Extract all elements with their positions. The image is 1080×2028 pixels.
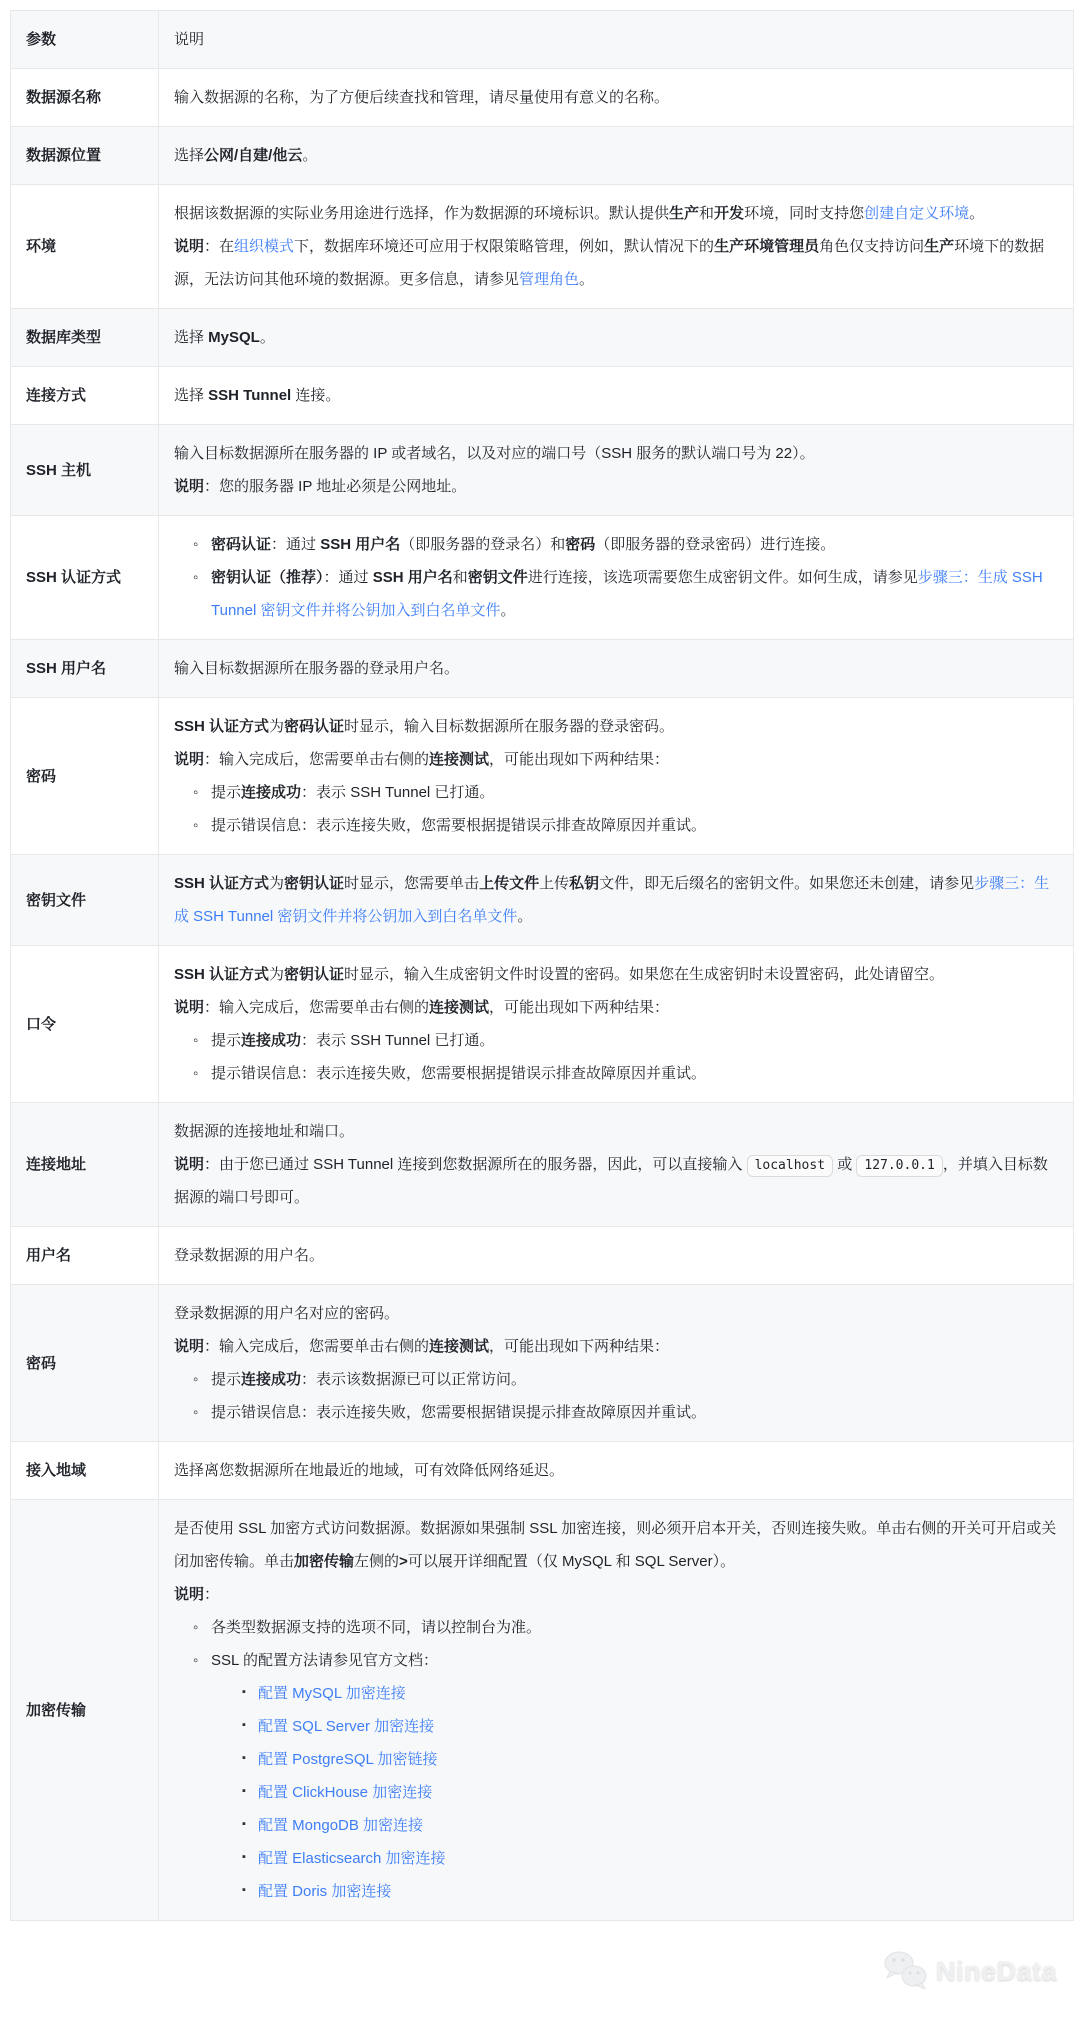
bold-text: 密码 (565, 536, 596, 553)
text-run: （即服务器的登录密码）进行连接。 (595, 536, 836, 553)
text-run: 环境下的数据源，无法访问其他环境的数据源。更多信息，请参见 (174, 238, 1045, 288)
desc-paragraph (174, 81, 1058, 114)
doc-link[interactable]: 配置 PostgreSQL 加密链接 (258, 1751, 438, 1768)
watermark-text: NineData (936, 1955, 1058, 1986)
code-pill: 127.0.0.1 (856, 1155, 942, 1177)
desc-paragraph (174, 1115, 1058, 1148)
table-row (11, 1285, 1074, 1442)
bold-text: SSH 用户名 (320, 536, 401, 553)
param-cell: 密码 (11, 1285, 159, 1442)
table-row (11, 1227, 1074, 1285)
param-cell: 用户名 (11, 1227, 159, 1285)
list-item (244, 1875, 1058, 1908)
param-cell: 加密传输 (11, 1500, 159, 1921)
list-item (191, 528, 1058, 561)
doc-link[interactable]: 配置 Elasticsearch 加密连接 (258, 1850, 446, 1867)
bullet-list (191, 1024, 1058, 1090)
text-run: 选择 (174, 147, 205, 164)
bold-text: 私钥 (569, 875, 600, 892)
table-row (11, 425, 1074, 516)
desc-paragraph (174, 1239, 1058, 1272)
text-run: 输入数据源的名称，为了方便后续查找和管理，请尽量使用有意义的名称。 (174, 89, 670, 106)
list-item (244, 1842, 1058, 1875)
desc-cell (159, 698, 1074, 855)
table-row (11, 855, 1074, 946)
bold-text: > (399, 1553, 408, 1570)
text-run: 输入目标数据源所在服务器的 IP 或者域名，以及对应的端口号（SSH 服务的默认端口号为 22）。 (174, 445, 815, 462)
text-run: 各类型数据源支持的选项不同，请以控制台为准。 (211, 1619, 542, 1636)
text-run: ：表示 SSH Tunnel 已打通。 (301, 1032, 495, 1049)
table-row (11, 946, 1074, 1103)
text-run: ：由于您已通过 SSH Tunnel 连接到您数据源所在的服务器，因此，可以直接输入 (204, 1156, 747, 1173)
table-row (11, 1103, 1074, 1227)
text-run: 选择 (174, 329, 209, 346)
param-cell: SSH 认证方式 (11, 516, 159, 640)
param-cell: SSH 主机 (11, 425, 159, 516)
doc-link[interactable]: 创建自定义环境 (864, 205, 970, 222)
bullet-list (191, 776, 1058, 842)
table-row (11, 698, 1074, 855)
desc-cell (159, 516, 1074, 640)
bold-text: 连接测试 (429, 1338, 490, 1355)
desc-paragraph (174, 867, 1058, 933)
text-run: 可以展开详细配置（仅 MySQL 和 SQL Server）。 (407, 1553, 736, 1570)
text-run: 角色仅支持访问 (819, 238, 925, 255)
bold-text: 说明 (174, 1586, 205, 1603)
bold-text: 加密传输 (294, 1553, 355, 1570)
doc-link[interactable]: 配置 MongoDB 加密连接 (258, 1817, 424, 1834)
bold-text: SSH 认证方式 (174, 718, 270, 735)
desc-paragraph (174, 1454, 1058, 1487)
table-header (11, 11, 1074, 69)
param-cell: 数据源名称 (11, 69, 159, 127)
text-run: 时显示，输入目标数据源所在服务器的登录密码。 (344, 718, 675, 735)
bold-text: 密钥认证（推荐） (211, 569, 324, 586)
table-row (11, 1442, 1074, 1500)
desc-paragraph (174, 379, 1058, 412)
parameters-table (10, 10, 1074, 1921)
text-run: 输入目标数据源所在服务器的登录用户名。 (174, 660, 460, 677)
desc-paragraph (174, 197, 1058, 230)
text-run: ：通过 (271, 536, 321, 553)
desc-paragraph (174, 958, 1058, 991)
text-run: ：输入完成后，您需要单击右侧的 (204, 999, 430, 1016)
text-run: 时显示，输入生成密钥文件时设置的密码。如果您在生成密钥时未设置密码，此处请留空。 (344, 966, 945, 983)
desc-cell (159, 127, 1074, 185)
text-run: 选择 (174, 387, 209, 404)
bold-text: 公网/自建/他云 (204, 147, 303, 164)
bold-text: 说明 (174, 751, 205, 768)
param-cell: 接入地域 (11, 1442, 159, 1500)
text-run: 。 (579, 271, 595, 288)
text-run: 。 (969, 205, 985, 222)
bold-text: 密码认证 (284, 718, 345, 735)
doc-link[interactable]: 配置 Doris 加密连接 (258, 1883, 392, 1900)
text-run: 提示 (211, 784, 242, 801)
desc-paragraph (174, 139, 1058, 172)
table-row (11, 367, 1074, 425)
desc-paragraph (174, 652, 1058, 685)
list-item (191, 1024, 1058, 1057)
list-item (244, 1677, 1058, 1710)
text-run: ：表示 SSH Tunnel 已打通。 (301, 784, 495, 801)
text-run: 和 (452, 569, 468, 586)
text-run: SSL 的配置方法请参见官方文档： (211, 1652, 438, 1669)
table-row (11, 309, 1074, 367)
text-run: 。 (302, 147, 318, 164)
text-run: 进行连接，该选项需要您生成密钥文件。如何生成，请参见 (527, 569, 918, 586)
table-row (11, 1500, 1074, 1921)
text-run: 环境，同时支持您 (744, 205, 865, 222)
text-run: 选择离您数据源所在地最近的地域，可有效降低网络延迟。 (174, 1462, 565, 1479)
bold-text: 上传文件 (479, 875, 540, 892)
desc-paragraph (174, 1330, 1058, 1363)
table-row (11, 69, 1074, 127)
desc-cell (159, 1227, 1074, 1285)
desc-paragraph (174, 1297, 1058, 1330)
bold-text: SSH Tunnel (208, 387, 292, 404)
desc-cell (159, 1442, 1074, 1500)
column-header-param: 参数 (11, 11, 159, 69)
param-table-body (11, 69, 1074, 1921)
desc-cell (159, 1500, 1074, 1921)
list-item (191, 1644, 1058, 1908)
text-run: （即服务器的登录名）和 (400, 536, 566, 553)
desc-paragraph (174, 437, 1058, 470)
text-run: 提示 (211, 1371, 242, 1388)
text-run: ，可能出现如下两种结果： (489, 751, 670, 768)
param-cell: 数据源位置 (11, 127, 159, 185)
text-run: 。 (517, 908, 533, 925)
bold-text: 密码认证 (211, 536, 272, 553)
desc-cell (159, 1103, 1074, 1227)
table-row (11, 640, 1074, 698)
doc-link[interactable]: 步骤三：生成 SSH Tunnel 密钥文件并将公钥加入到白名单文件 (174, 875, 1050, 925)
text-run: 为 (269, 875, 285, 892)
text-run: 是否使用 SSL 加密方式访问数据源。数据源如果强制 SSL 加密连接，则必须开启本开关，否则连接失败。单击右侧的开关可开启或关闭加密传输。单击 (174, 1520, 1057, 1570)
table-row (11, 127, 1074, 185)
list-item (191, 1396, 1058, 1429)
text-run: 为 (269, 966, 285, 983)
desc-cell (159, 855, 1074, 946)
bold-text: 密钥认证 (284, 875, 345, 892)
text-run: 提示错误信息：表示连接失败，您需要根据提错误示排查故障原因并重试。 (211, 817, 707, 834)
text-run: ：表示该数据源已可以正常访问。 (301, 1371, 527, 1388)
desc-cell (159, 1285, 1074, 1442)
list-item (191, 1057, 1058, 1090)
doc-link[interactable]: 配置 ClickHouse 加密连接 (258, 1784, 433, 1801)
bullet-list (191, 1363, 1058, 1429)
bullet-list (191, 1611, 1058, 1908)
param-cell: SSH 用户名 (11, 640, 159, 698)
desc-cell (159, 425, 1074, 516)
text-run: 。 (500, 602, 516, 619)
desc-paragraph (174, 743, 1058, 776)
bold-text: 说明 (174, 1156, 205, 1173)
desc-cell (159, 946, 1074, 1103)
ninedata-watermark (882, 1950, 1057, 1992)
desc-cell (159, 185, 1074, 309)
bold-text: 生产环境管理员 (714, 238, 820, 255)
desc-cell (159, 69, 1074, 127)
text-run: 数据源的连接地址和端口。 (174, 1123, 355, 1140)
text-run: 或 (833, 1156, 857, 1173)
text-run: 左侧的 (354, 1553, 400, 1570)
doc-link[interactable]: 组织模式 (234, 238, 295, 255)
text-run: 。 (259, 329, 275, 346)
text-run: ： (204, 1586, 220, 1603)
text-run: 连接。 (291, 387, 341, 404)
text-run: ：输入完成后，您需要单击右侧的 (204, 1338, 430, 1355)
list-item (191, 809, 1058, 842)
text-run: 根据该数据源的实际业务用途进行选择，作为数据源的环境标识。默认提供 (174, 205, 670, 222)
param-cell: 环境 (11, 185, 159, 309)
column-header-desc: 说明 (159, 11, 1074, 69)
bold-text: 连接测试 (429, 999, 490, 1016)
desc-cell (159, 309, 1074, 367)
doc-link[interactable]: 配置 SQL Server 加密连接 (258, 1718, 435, 1735)
bold-text: 说明 (174, 238, 205, 255)
ninedata-chat-bubbles-logo (882, 1950, 930, 1992)
bold-text: 说明 (174, 1338, 205, 1355)
bold-text: 密钥文件 (467, 569, 528, 586)
text-run: 和 (699, 205, 715, 222)
list-item (191, 561, 1058, 627)
list-item (244, 1776, 1058, 1809)
table-row (11, 516, 1074, 640)
text-run: 登录数据源的用户名对应的密码。 (174, 1305, 400, 1322)
bold-text: 连接成功 (241, 1371, 302, 1388)
param-cell: 连接方式 (11, 367, 159, 425)
desc-paragraph (174, 991, 1058, 1024)
desc-paragraph (174, 230, 1058, 296)
code-pill: localhost (747, 1155, 833, 1177)
text-run: ：输入完成后，您需要单击右侧的 (204, 751, 430, 768)
param-cell: 口令 (11, 946, 159, 1103)
bold-text: 说明 (174, 999, 205, 1016)
text-run: 为 (269, 718, 285, 735)
bold-text: 连接成功 (241, 1032, 302, 1049)
text-run: 上传 (539, 875, 570, 892)
list-item (244, 1743, 1058, 1776)
list-item (244, 1809, 1058, 1842)
text-run: 下，数据库环境还可应用于权限策略管理，例如，默认情况下的 (294, 238, 715, 255)
text-run: 提示错误信息：表示连接失败，您需要根据错误提示排查故障原因并重试。 (211, 1404, 707, 1421)
list-item (191, 1363, 1058, 1396)
param-cell: 密钥文件 (11, 855, 159, 946)
param-cell: 密码 (11, 698, 159, 855)
doc-link-list (244, 1677, 1058, 1908)
list-item (191, 1611, 1058, 1644)
bold-text: 连接成功 (241, 784, 302, 801)
bold-text: 生产 (669, 205, 700, 222)
bold-text: MySQL (208, 329, 260, 346)
text-run: 文件，即无后缀名的密钥文件。如果您还未创建，请参见 (599, 875, 975, 892)
list-item (244, 1710, 1058, 1743)
text-run: 提示 (211, 1032, 242, 1049)
list-item (191, 776, 1058, 809)
bold-text: 连接测试 (429, 751, 490, 768)
text-run: ，可能出现如下两种结果： (489, 1338, 670, 1355)
doc-link[interactable]: 管理角色 (519, 271, 580, 288)
bold-text: SSH 用户名 (372, 569, 453, 586)
text-run: 时显示，您需要单击 (344, 875, 480, 892)
bold-text: 密钥认证 (284, 966, 345, 983)
desc-paragraph (174, 1512, 1058, 1578)
doc-link[interactable]: 步骤三：生成 SSH Tunnel 密钥文件并将公钥加入到白名单文件 (211, 569, 1043, 619)
bullet-list (191, 528, 1058, 627)
header-row (11, 11, 1074, 69)
bold-text: 说明 (174, 478, 205, 495)
text-run: ，可能出现如下两种结果： (489, 999, 670, 1016)
param-cell: 连接地址 (11, 1103, 159, 1227)
desc-paragraph (174, 710, 1058, 743)
text-run: 登录数据源的用户名。 (174, 1247, 325, 1264)
text-run: ：通过 (323, 569, 373, 586)
param-cell: 数据库类型 (11, 309, 159, 367)
desc-paragraph (174, 1578, 1058, 1611)
bold-text: SSH 认证方式 (174, 966, 270, 983)
desc-cell (159, 367, 1074, 425)
text-run: ：在 (204, 238, 235, 255)
desc-cell (159, 640, 1074, 698)
text-run: ：您的服务器 IP 地址必须是公网地址。 (204, 478, 467, 495)
table-row (11, 185, 1074, 309)
text-run: ，并填入目标数据源的端口号即可。 (174, 1156, 1048, 1206)
doc-link[interactable]: 配置 MySQL 加密连接 (258, 1685, 406, 1702)
desc-paragraph (174, 1148, 1058, 1214)
bold-text: SSH 认证方式 (174, 875, 270, 892)
bold-text: 生产 (924, 238, 955, 255)
desc-paragraph (174, 470, 1058, 503)
text-run: 提示错误信息：表示连接失败，您需要根据提错误示排查故障原因并重试。 (211, 1065, 707, 1082)
bold-text: 开发 (714, 205, 745, 222)
desc-paragraph (174, 321, 1058, 354)
